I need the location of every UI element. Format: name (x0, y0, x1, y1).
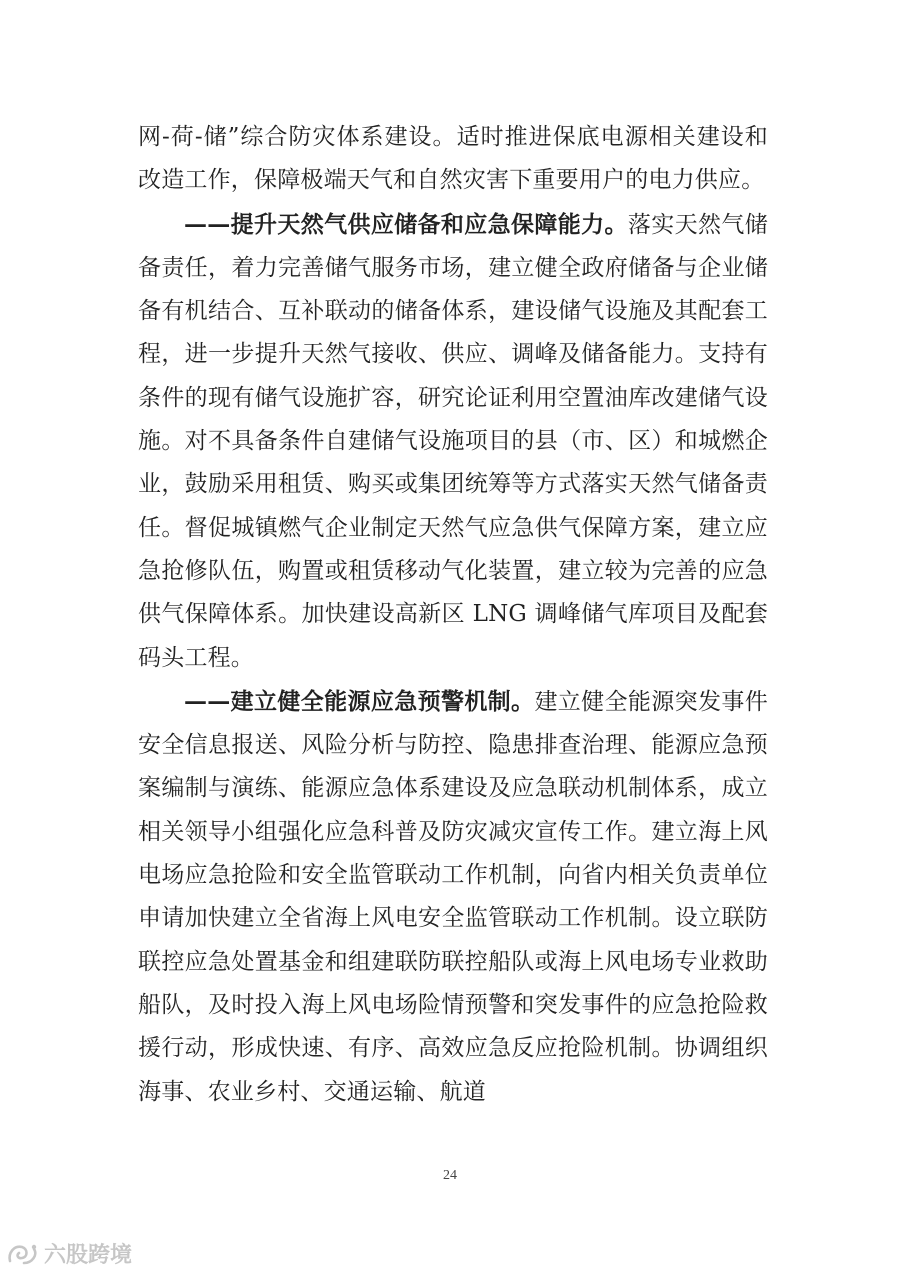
paragraph-text: 落实天然气储备责任，着力完善储气服务市场，建立健全政府储备与企业储备有机结合、互补联动的储备体系，建设储气设施及其配套工程，进一步提升天然气接收、供应、调峰及储备能力。支持有条件的现有储气设施扩容，研究论证利用空置油库改建储气设施。对不具备条件自建储气设施项目的县（市、区）和城燃企业，鼓励采用租赁、购买或集团统筹等方式落实天然气储备责任。督促城镇燃气企业制定天然气应急供气保障方案，建立应急抢修队伍，购置或租赁移动气化装置，建立较为完善的应急供气保障体系。加快建设高新区 LNG 调峰储气库项目及配套码头工程。 (138, 211, 768, 671)
watermark-text: 六股跨境 (44, 1243, 133, 1268)
watermark (6, 1238, 132, 1269)
paragraph-text: 建立健全能源突发事件安全信息报送、风险分析与防控、隐患排查治理、能源应急预案编制与演练、能源应急体系建设及应急联动机制体系，成立相关领导小组强化应急科普及防灾减灾宣传工作。建立海上风电场应急抢险和安全监管联动工作机制，向省内相关负责单位申请加快建立全省海上风电安全监管联动工作机制。设立联防联控应急处置基金和组建联防联控船队或海上风电场专业救助船队，及时投入海上风电场险情预警和突发事件的应急抢险救援行动，形成快速、有序、高效应急反应抢险机制。协调组织海事、农业乡村、交通运输、航道 (138, 688, 769, 1105)
page-number: 24 (443, 1168, 457, 1183)
paragraph-continuation (138, 116, 768, 203)
document-body (138, 116, 768, 1114)
paragraph-emergency-warning (138, 680, 768, 1114)
paragraph-text: 网-荷-储”综合防灾体系建设。适时推进保底电源相关建设和改造工作，保障极端天气和自然灾害下重要用户的电力供应。 (138, 124, 768, 194)
paragraph-heading: ——提升天然气供应储备和应急保障能力。 (184, 210, 628, 238)
logo-swirl-icon (6, 1241, 40, 1267)
paragraph-heading: ——建立健全能源应急预警机制。 (184, 687, 535, 715)
paragraph-natural-gas (138, 203, 768, 680)
